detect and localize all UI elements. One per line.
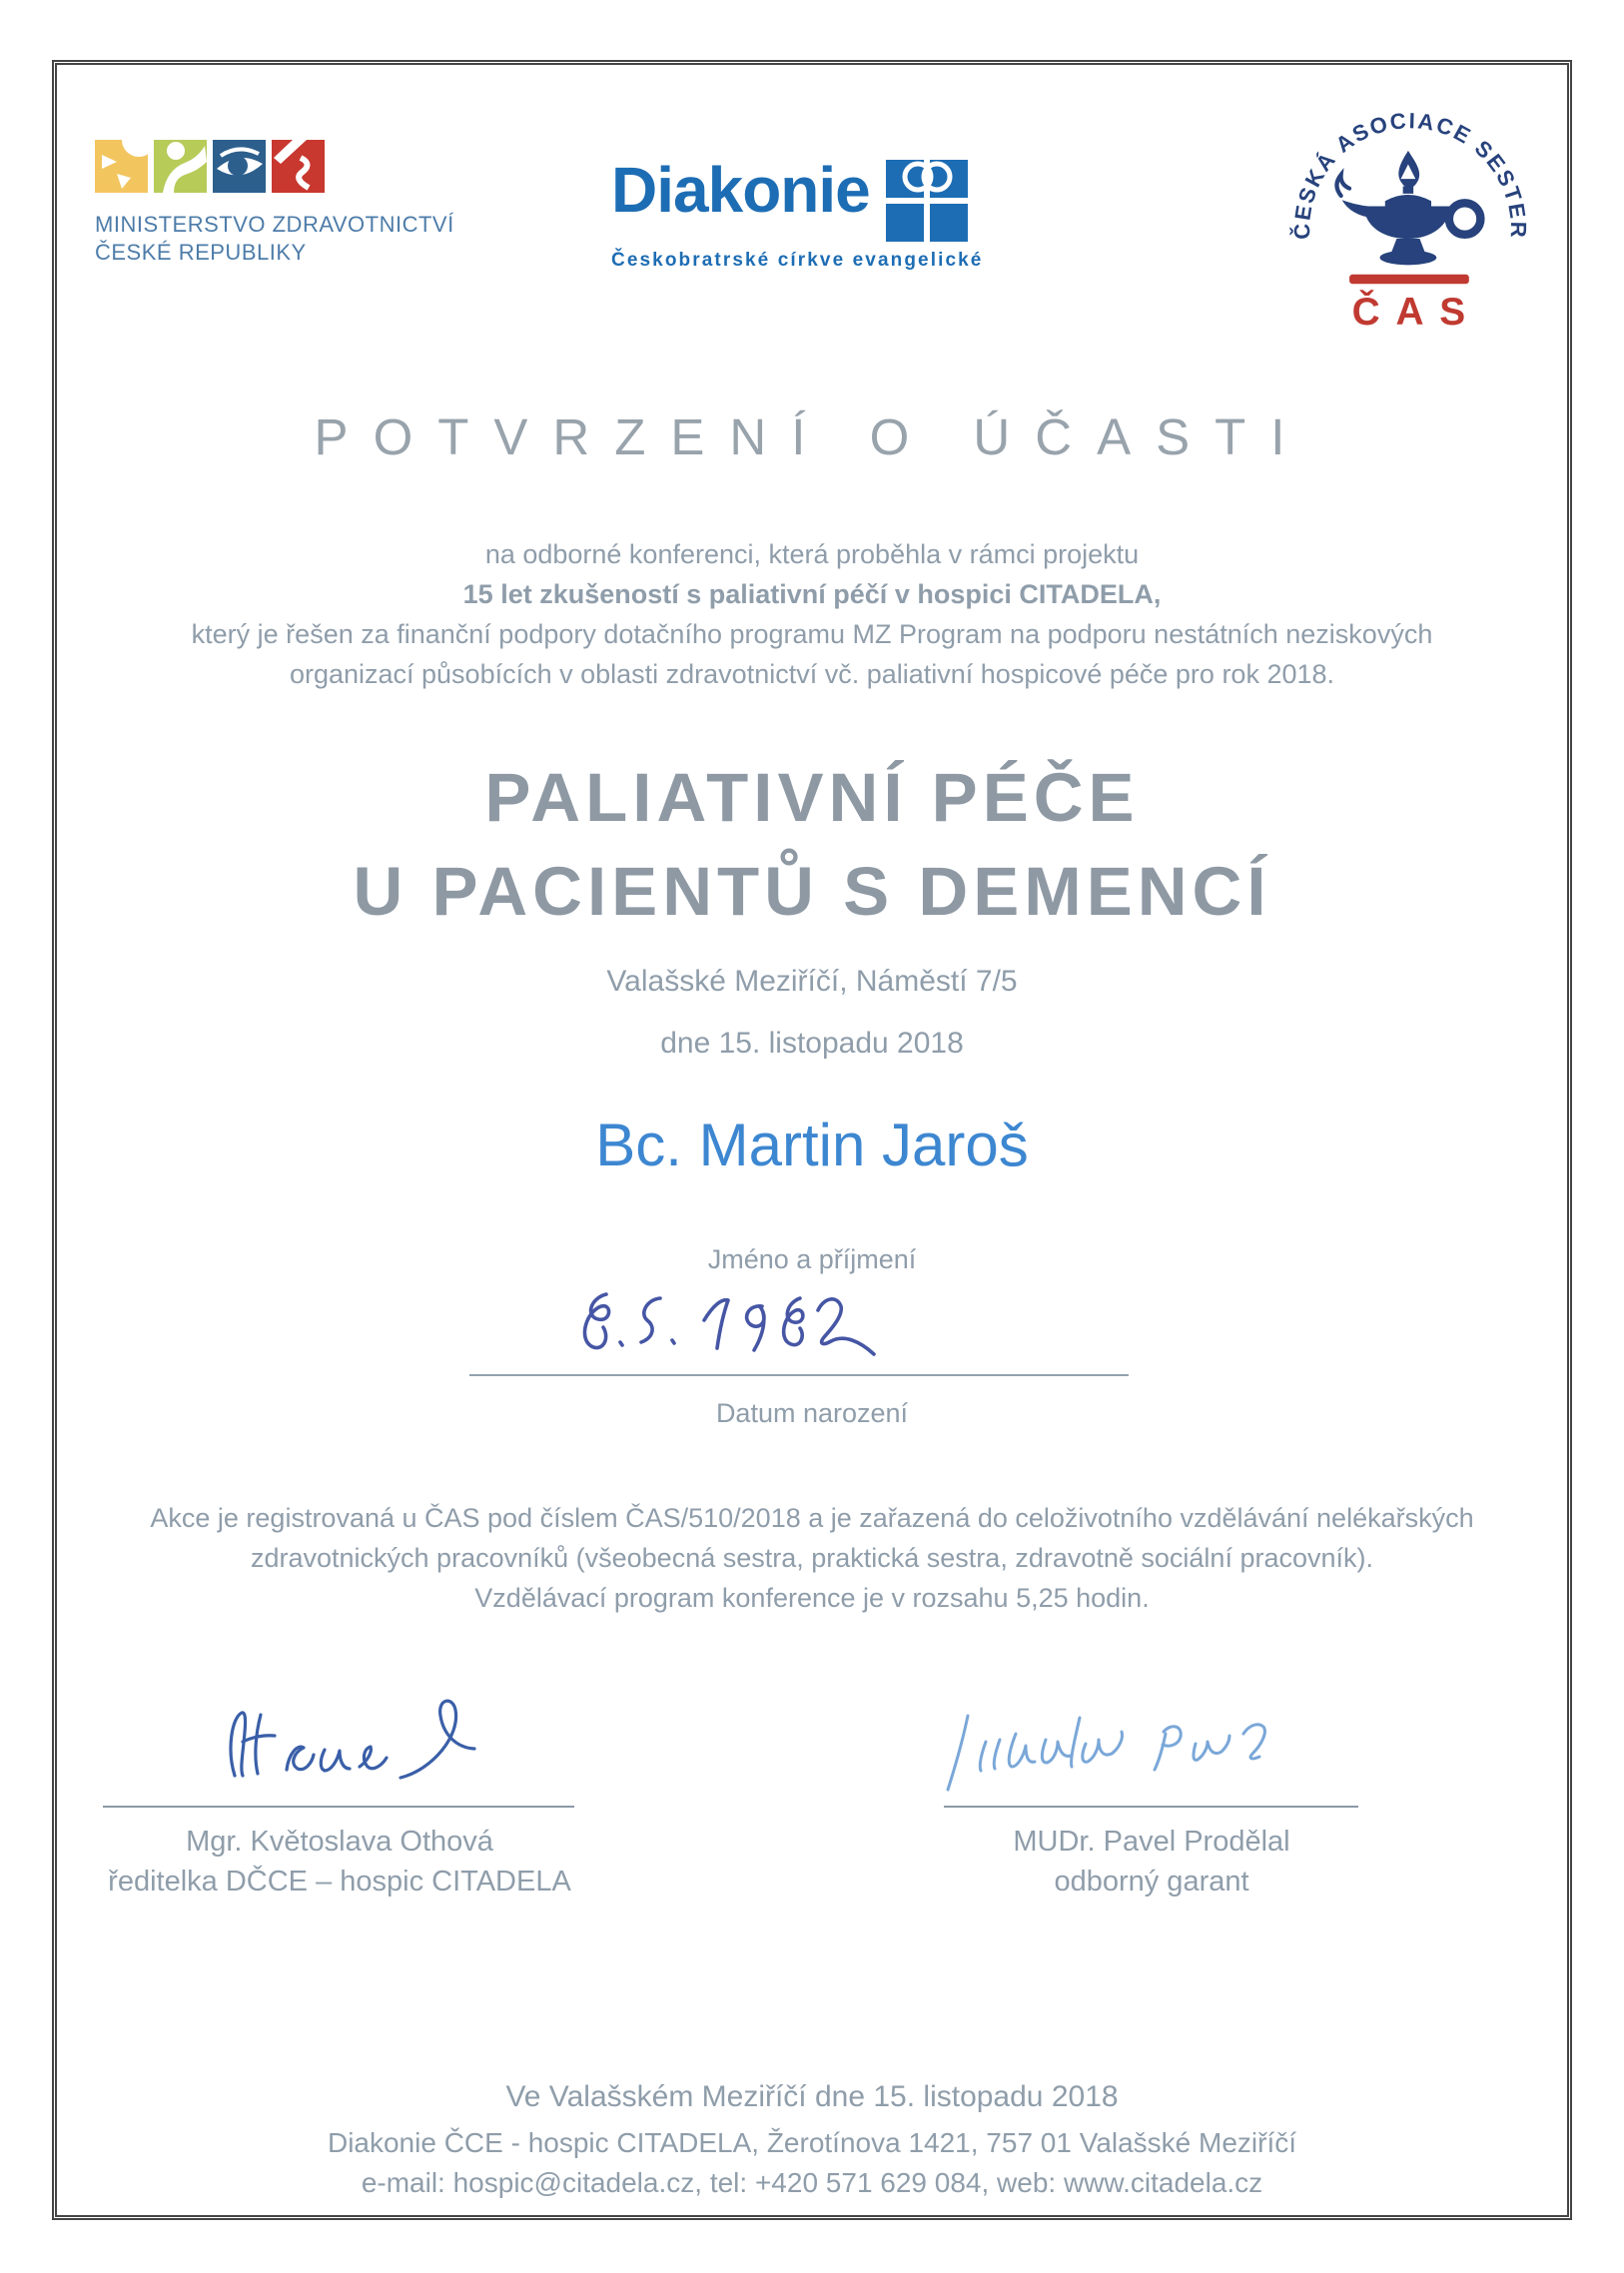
event-date: dne 15. listopadu 2018 [660, 1027, 964, 1060]
signature-line-right [944, 1806, 1358, 1808]
footer-address: Diakonie ČCE - hospic CITADELA, Žerotínova 1421, 757 01 Valašské Meziříčí [327, 2127, 1297, 2158]
event-title-line2: U PACIENTŮ S DEMENCÍ [353, 853, 1271, 930]
event-title-line1: PALIATIVNÍ PÉČE [484, 759, 1140, 836]
diakonie-cross-icon [884, 158, 970, 244]
participant-name-label: Jméno a příjmení [707, 1244, 917, 1274]
signatory-right-name: MUDr. Pavel Prodělal [1013, 1826, 1290, 1858]
registration-line1: Akce je registrovaná u ČAS pod číslem ČAS/510/2018 a je zařazená do celoživotního vzdělávání nelékařských [150, 1503, 1474, 1533]
diakonie-logo-block [611, 154, 1061, 272]
ministry-name-line2: ČESKÉ REPUBLIKY [95, 240, 307, 265]
registration-line2: zdravotnických pracovníků (všeobecná sestra, praktická sestra, zdravotně sociální pracovník). [250, 1543, 1373, 1573]
diakonie-wordmark: Diakonie [611, 154, 870, 226]
footer-contacts: e-mail: hospic@citadela.cz, tel: +420 571 629 084, web: www.citadela.cz [361, 2167, 1263, 2198]
signature-othova [205, 1690, 584, 1805]
signature-line-left [103, 1806, 574, 1808]
signatory-right [917, 1822, 1386, 1901]
cas-logo [1281, 92, 1539, 342]
cas-lamp-icon [1336, 151, 1480, 265]
cas-red-bar [1349, 275, 1469, 284]
diakonie-subtitle: Českobratrské církve evangelické [611, 250, 984, 271]
ministry-logo-block [95, 138, 524, 267]
signatory-right-role: odborný garant [1054, 1866, 1249, 1897]
event-venue: Valašské Meziříčí, Náměstí 7/5 [606, 965, 1018, 998]
cas-abbr-text: ČAS [1351, 291, 1481, 335]
signatory-left-name: Mgr. Květoslava Othová [186, 1826, 493, 1858]
cas-arc-text: ČESKÁ ASOCIACE SESTER [1289, 108, 1531, 240]
intro-paragraph [63, 534, 1561, 694]
signature-prodelal [934, 1700, 1373, 1804]
birth-date-label: Datum narození [715, 1398, 909, 1428]
document-title: POTVRZENÍ O ÚČASTI [314, 408, 1310, 465]
registration-line3: Vzdělávací program konference je v rozsahu 5,25 hodin. [474, 1583, 1150, 1613]
event-title [0, 751, 1624, 939]
intro-line1: na odborné konferenci, která proběhla v rámci projektu [484, 539, 1140, 569]
intro-project-name: 15 let zkušeností s paliativní péčí v hospici CITADELA, [462, 579, 1162, 609]
signatory-left [60, 1822, 619, 1901]
handwritten-birth-date [554, 1280, 974, 1376]
closing-place-date: Ve Valašském Meziříčí dne 15. listopadu 2018 [505, 2080, 1119, 2113]
intro-line4: organizací působících v oblasti zdravotnictví vč. paliativní hospicové péče pro rok 2018. [289, 659, 1335, 689]
signatory-left-role: ředitelka DČCE – hospic CITADELA [108, 1866, 571, 1897]
ministry-logo-icon [95, 138, 327, 196]
birth-date-line [469, 1374, 1129, 1376]
registration-paragraph [63, 1498, 1561, 1618]
ministry-name-line1: MINISTERSTVO ZDRAVOTNICTVÍ [95, 212, 454, 237]
participant-name: Bc. Martin Jaroš [595, 1112, 1029, 1178]
intro-line3: který je řešen za finanční podpory dotačního programu MZ Program na podporu nestátních neziskových [191, 619, 1433, 649]
ministry-name [95, 211, 524, 267]
footer-contact [63, 2123, 1561, 2203]
